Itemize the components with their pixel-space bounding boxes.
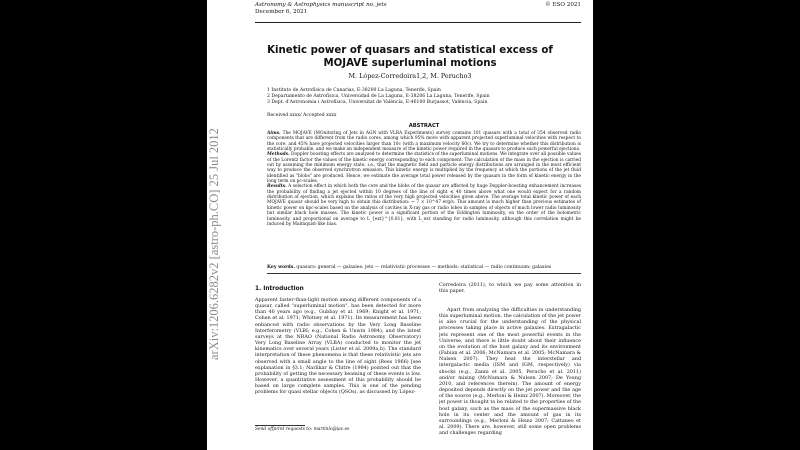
header-date: December 6, 2021 [255, 9, 308, 15]
authors: M. López-Corredoira1,2, M. Perucho3 [348, 72, 472, 80]
methods-label: Methods. [267, 152, 290, 158]
paper-page [207, 0, 593, 450]
abstract-heading: ABSTRACT [408, 123, 440, 129]
paper-title: Kinetic power of quasars and statistical excess of MOJAVE superluminal motions [267, 45, 553, 69]
intro-right-top: Corredoira (2011), to which we pay some attention in this paper. [439, 282, 581, 295]
abstract-rule [267, 273, 581, 274]
abstract-aims: Aims. The MOJAVE (MOnitoring of Jets in AGN with VLBA Experiments) survey contains 101 quasars with a total of 354 observed radio components that are different from the radio cores, among which 95% move with apparent projected superluminal velocities with respect to the core, and 45% have projected velocities larger than 10c (with a maximum velocity 60c). We try to determine whether this distribution is statistically probable, and we make an independent measure of the kinetic power required in the quasars to produce such powerful ejections. [267, 131, 582, 153]
running-header [255, 2, 581, 23]
abstract-methods: Methods. Doppler boosting effects are analyzed to determine the statistics of the superluminal motions. We integrate over all possible values of the Lorentz factor the values of the kinetic energy corresponding to each component. The calculation of the mass in the ejection is carried out by assuming the minimum energy state, i.e., that the magnetic field and particle energy distributions are arranged in the most efficient way to produce the observed synchrotron emission. This kinetic energy is multiplied by the frequency at which the portions of the jet fluid identified as "blobs" are produced. Hence, we estimate the average total power released by the quasars in the form of kinetic energy in the long term on pc-scales. [267, 152, 581, 185]
affiliation-1: 1 Instituto de Astrofísica de Canarias, E-38200 La Laguna, Tenerife, Spain [267, 88, 441, 93]
results-label: Results. [267, 184, 287, 190]
received-line: Received xxxx/ Accepted xxxx [267, 113, 337, 118]
copyright: © ESO 2021 [545, 2, 581, 8]
keywords [267, 265, 581, 271]
right-black-margin [593, 0, 800, 450]
footnote-rule [255, 425, 305, 426]
section-heading: 1. Introduction [255, 286, 304, 292]
intro-left-column: Apparent faster-than-light motion among different components of a quasar, called "superluminal motion", has been detected for more than 40 years ago (e.g., Gubbay et al. 1969; Knight et al. 1971; Cohen et al. 1971; Whitney et al. 1971). Its measurement has been enhanced with radio observations by the Very Long Baseline Interferometry (VLBI; e.g., Cohen & Unwin 1984), and the latest surveys at the NRAO (National Radio Astronomy Observatory) Very Long Baseline Array (VLBA) conducted to monitor the jet kinematics over several years (Lister et al. 2009a,b). The standard interpretation of these phenomena is that these relativistic jets are observed with a small angle to the line of sight (Rees 1966) [see explanation in §3.1; Narlikar & Chitre (1984) pointed out that the probability of getting the necessary beaming of these events is low. However, a quantitative assessment of this probability should be based on large complete samples. This is one of the pending problems for quasi stellar objects (QSOs), as discussed by López- [255, 297, 421, 396]
keywords-list: quasars: general — galaxies: jets — relativistic processes — methods: statistical — radio continuum: galaxies [296, 265, 552, 270]
footnote: Send offprint requests to: martinlc@iac.es [255, 427, 350, 432]
left-black-margin [0, 0, 207, 450]
arxiv-stamp: arXiv:1206.6282v2 [astro-ph.CO] 25 Jul 2012 [207, 128, 221, 360]
journal-name: Astronomy & Astrophysics manuscript no. jets [255, 2, 387, 8]
affiliations [267, 88, 573, 107]
abstract-results: Results. A selection effect in which both the core and the blobs of the quasar are affected by huge Doppler-boosting enhancement increases the probability of finding a jet ejected within 10 degrees of the line of sight ≲ 40 times above what one would expect for a random distribution of ejection, which explains the ratios of the very high projected velocities given above. The average total kinetic power of each MOJAVE quasar should be very high to obtain this distribution: ~ 7 × 10^47 erg/s. This amount is much higher than previous estimates of kinetic power on kpc-scales based on the analysis of cavities in X-ray gas or radio lobes in samples of objects of much lower radio luminosity but similar black hole masses. The kinetic power is a significant portion of the Eddington luminosity, on the order of the bolometric luminosity, and proportional on average to L_{ext}^{0.81}, with L_ext standing for radio luminosity, although this correlation might be induced by Malmquist-like bias. [267, 184, 581, 227]
affiliation-2: 2 Departamento de Astrofísica, Universidad de La Laguna, E-38206 La Laguna, Tenerife, Spain [267, 94, 490, 100]
intro-right-column: Apart from analyzing the difficulties in understanding this superluminal motion, the calculation of the jet power is also crucial for the understanding of the physical processes taking place in active galaxies. Extragalactic jets represent one of the most powerful events in the Universe, and there is little doubt about their influence on the evolution of the host galaxy and its environment (Fabian et al. 2006; McNamara et al. 2005; McNamara & Nulsen 2007). They heat the interstellar and intergalactic media (ISM and IGM, respectively) via shocks (e.g., Zanni et al. 2005, Perucho et al. 2011) and/or mixing (McNamara & Nulsen 2007; De Young 2010, and references therein). The amount of energy deposited depends directly on the jet power and the age of the source (e.g., Merloni & Heinz 2007). Moreover, the jet power is thought to be related to the properties of the host galaxy, such as the mass of the supermassive black hole in its center and the amount of gas in its surroundings (e.g., Merloni & Heinz 2007; Cattaneo et al. 2009). There are, however, still some open problems and challenges regarding [439, 307, 581, 437]
abstract [267, 131, 581, 227]
affiliation-3: 3 Dept. d'Astronomia i Astrofísica, Universitat de València, E-46100 Burjassot, València, Spain [267, 100, 488, 106]
keywords-label: Key words. [267, 265, 295, 270]
aims-label: Aims. [267, 131, 281, 136]
